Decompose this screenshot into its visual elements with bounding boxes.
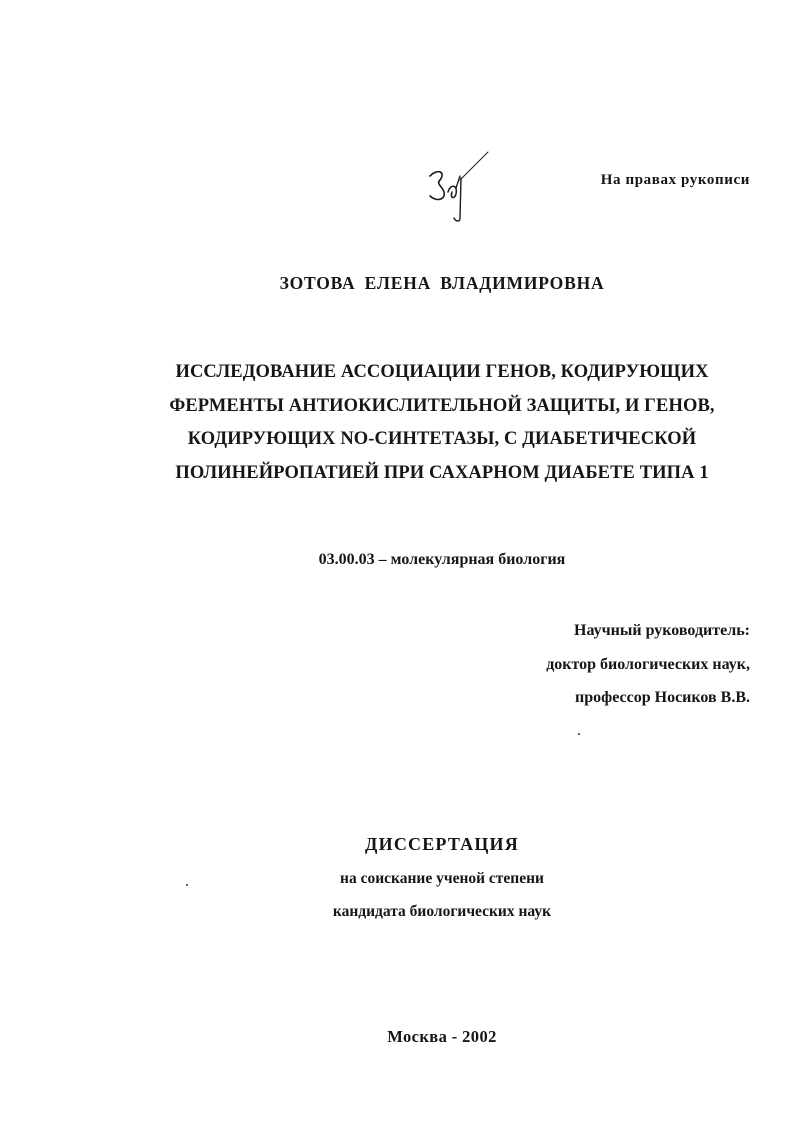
supervisor-degree: доктор биологических наук, [546, 655, 750, 673]
dissertation-degree-line: на соискание ученой степени [340, 870, 544, 887]
dissertation-field-line: кандидата биологических наук [332, 903, 552, 920]
thesis-title-line: ПОЛИНЕЙРОПАТИЕЙ ПРИ САХАРНОМ ДИАБЕТЕ ТИПА 1 [175, 463, 709, 484]
thesis-title-line: ИССЛЕДОВАНИЕ АССОЦИАЦИИ ГЕНОВ, КОДИРУЮЩИХ [175, 362, 709, 382]
thesis-title-line: ФЕРМЕНТЫ АНТИОКИСЛИТЕЛЬНОЙ ЗАЩИТЫ, И ГЕНОВ, [169, 395, 715, 416]
thesis-title-line: КОДИРУЮЩИХ NO-СИНТЕТАЗЫ, С ДИАБЕТИЧЕСКОЙ [187, 429, 697, 450]
scan-speck [578, 733, 580, 735]
supervisor-label: Научный руководитель: [574, 622, 750, 639]
city-year: Москва - 2002 [387, 1027, 497, 1046]
handwritten-signature [420, 148, 500, 228]
dissertation-heading: ДИССЕРТАЦИЯ [365, 834, 519, 854]
supervisor-block [440, 614, 750, 715]
thesis-title [150, 356, 734, 491]
rights-note: На правах рукописи [600, 172, 750, 188]
supervisor-name: профессор Носиков В.В. [575, 689, 750, 706]
author-name: ЗОТОВА ЕЛЕНА ВЛАДИМИРОВНА [279, 273, 605, 293]
specialty-code: 03.00.03 – молекулярная биология [318, 551, 566, 568]
